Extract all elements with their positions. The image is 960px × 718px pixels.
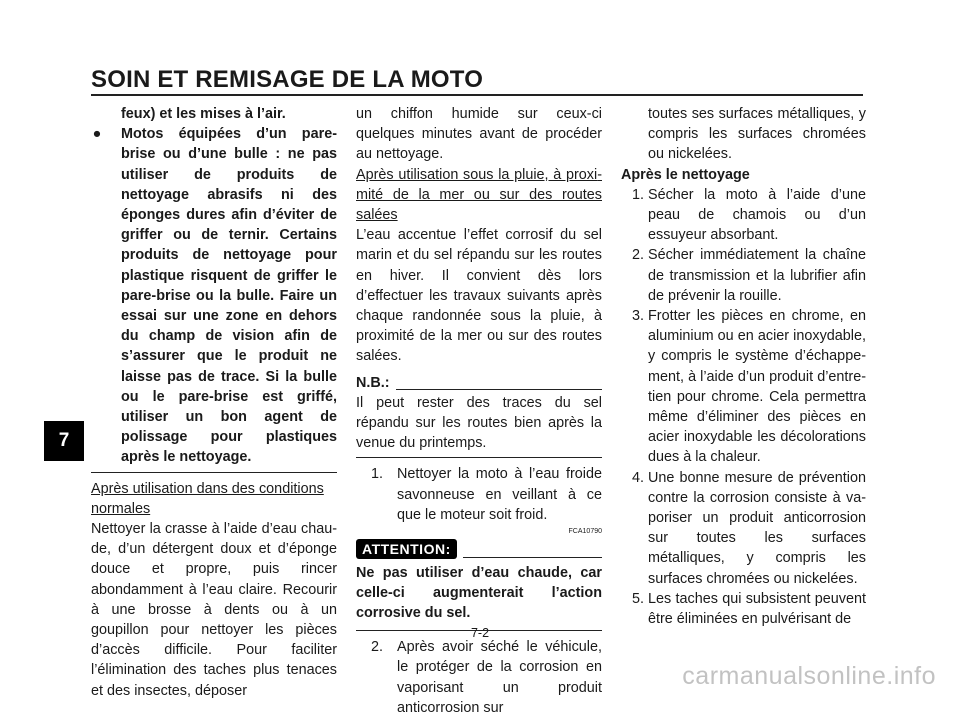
- note-text: Il peut rester des traces du sel répandu sur les routes bien après la venue du printemps.: [356, 394, 602, 452]
- step-number: 4.: [632, 469, 645, 486]
- step-item: [356, 637, 602, 718]
- paragraph: L’eau accentue l’effet corrosif du sel marin et du sel répandu sur les routes en hiver. Il convient dès lors d’effectuer les travaux suivants après chaque randonnée sous la pluie, à proximité de la mer ou sur des routes salées.: [356, 227, 602, 365]
- reference-code: FCA10790: [568, 528, 602, 536]
- step-number: 5.: [632, 590, 645, 607]
- continued-text: toutes ses surfaces métalliques, y compris les surfaces chromées ou nickelées.: [648, 106, 866, 163]
- step-number: 1.: [632, 186, 645, 203]
- bullet-dot-icon: ●: [92, 126, 102, 143]
- step-text: Après avoir séché le véhicule, le protéger de la corrosion en vaporisant un produit anticorrosion sur: [397, 639, 602, 716]
- step-number: 1.: [371, 466, 384, 483]
- attention-header: [356, 539, 602, 559]
- section-heading: Après le nettoyage: [621, 166, 750, 183]
- step-text: Une bonne mesure de prévention contre la corrosion consiste à vaporiser un produit anticorrosion sur toutes les surfaces métalliques, y compris les surfaces chromées ou nickelées.: [648, 469, 866, 587]
- attention-label: ATTENTION:: [356, 539, 457, 559]
- warning-bullet: [91, 124, 337, 467]
- note-label: N.B.:: [356, 374, 390, 391]
- divider: [91, 472, 337, 473]
- step-item: [621, 468, 866, 589]
- step-text: Les taches qui subsistent peuvent être éliminées en pulvérisant de: [648, 590, 866, 628]
- step-number: 3.: [632, 308, 645, 325]
- step-text: Nettoyer la moto à l’eau froide savonneuse en veillant à ce que le moteur soit froid.: [397, 466, 602, 523]
- page-title: SOIN ET REMISAGE DE LA MOTO: [91, 66, 484, 93]
- step-item: [621, 185, 866, 246]
- step-number: 2.: [632, 247, 645, 264]
- step-item: [621, 245, 866, 306]
- step-text: Sécher immédiatement la chaîne de transmission et la lubrifier afin de prévenir la rouille.: [648, 247, 866, 304]
- section-heading: Après utilisation dans des conditions normales: [91, 480, 324, 517]
- chapter-tab: 7: [44, 421, 84, 461]
- column-right: [621, 104, 866, 629]
- note-end-rule: [356, 457, 602, 458]
- section-heading: Après utilisation sous la pluie, à proximité de la mer ou sur des routes salées: [356, 166, 602, 224]
- continued-text: feux) et les mises à l’air.: [121, 106, 286, 122]
- continued-text: un chiffon humide sur ceux-ci quelques minutes avant de procéder au nettoyage.: [356, 106, 602, 163]
- attention-rule: [463, 557, 602, 558]
- header-rule: [91, 94, 863, 96]
- page-number: 7-2: [470, 626, 490, 640]
- step-text: Frotter les pièces en chrome, en aluminium ou en acier inoxydable, y compris le système d’échappement, à l’aide d’un produit d’entretien pour chrome. Cela permettra même d’éliminer des pièces en acier inoxydable les décolorations dues à la chaleur.: [648, 308, 866, 466]
- note-rule: [396, 389, 602, 390]
- attention-text: Ne pas utiliser d’eau chaude, car celle-ci augmenterait l’action corrosive du sel.: [356, 565, 602, 622]
- step-item: [621, 589, 866, 629]
- step-item: [621, 306, 866, 468]
- column-left: [91, 104, 337, 701]
- paragraph: Nettoyer la crasse à l’aide d’eau chaude, d’un détergent doux et d’éponge douce et propre, puis rincer abondamment à l’eau claire. Recourir à une brosse à dents ou à un goupillon pour nettoyer les pièces d’accès difficile. Pour faciliter l’élimination des taches plus tenaces et des insectes, déposer: [91, 521, 337, 699]
- note-header: [356, 373, 602, 393]
- watermark: carmanualsonline.info: [682, 662, 936, 690]
- bullet-text: Motos équipées d’un pare-brise ou d’une bulle : ne pas utiliser de produits de nettoyage abrasifs ni des éponges dures afin d’éviter de griffer ou de ternir. Certains produits de nettoyage pour plastique risquent de griffer le pare-brise ou la bulle. Faire un essai sur une zone en dehors du champ de vision afin de s’assurer que le produit ne laisse pas de trace. Si la bulle ou le pare-brise est griffé, utiliser un bon agent de polissage pour plastiques après le nettoyage.: [121, 126, 337, 466]
- step-number: 2.: [371, 639, 384, 656]
- step-item: [356, 464, 602, 525]
- step-text: Sécher la moto à l’aide d’une peau de chamois ou d’un essuyeur absorbant.: [648, 186, 866, 244]
